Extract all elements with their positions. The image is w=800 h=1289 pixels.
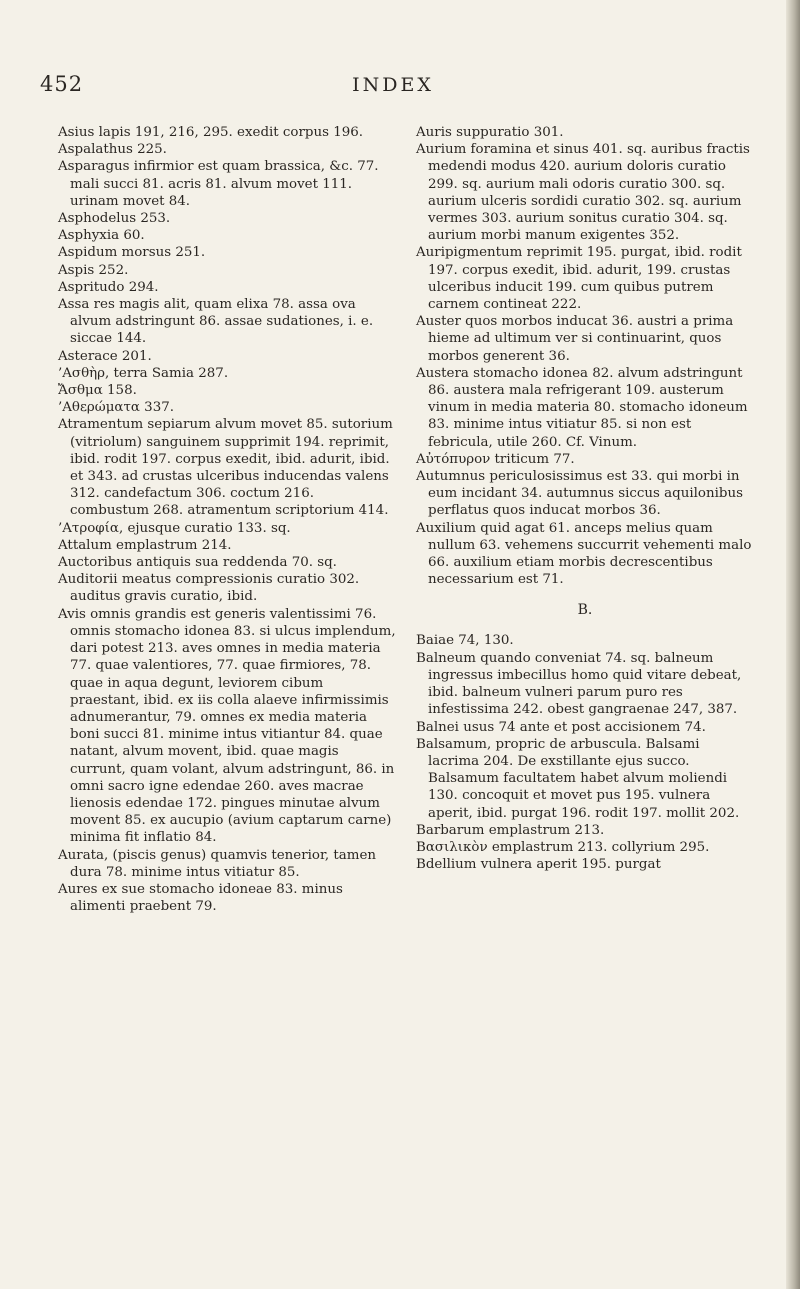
index-entry: Asius lapis 191, 216, 295. exedit corpus 196. [58, 125, 364, 140]
index-entry: Asphodelus 253. [58, 211, 171, 227]
index-entry: Auxilium quid agat 61. anceps melius quam nullum 63. vehemens succurrit vehementi malo 66. auxilium etiam morbis decrescentibus necessarium est 71. [416, 520, 752, 588]
right-column [416, 124, 754, 915]
index-entry: Balsamum, propric de arbuscula. Balsami lacrima 204. De exstillante ejus succo. Balsamum facultatem habet alvum moliendi 130. concoquit et movet pus 195. vulnera aperit, ibid. purgat 196. rodit 197. mollit 202. [416, 736, 740, 821]
index-entry: Auster quos morbos inducat 36. austri a prima hieme ad ultimum ver si continuarint, quos morbos generent 36. [416, 314, 734, 364]
index-entry: Assa res magis alit, quam elixa 78. assa ova alvum adstringunt 86. assae sudationes, i. e. siccae 144. [58, 297, 374, 347]
running-head: INDEX [352, 74, 434, 96]
index-entry: Asparagus infirmior est quam brassica, &c. 77. mali succi 81. acris 81. alvum movet 111. urinam movet 84. [58, 159, 379, 209]
index-entry: Βασιλικὸν emplastrum 213. collyrium 295. [416, 839, 710, 855]
index-entry: Baiae 74, 130. [416, 633, 514, 649]
index-entry: ’Ασθὴρ, terra Samia 287. [58, 365, 229, 381]
index-entry: Aspritudo 294. [58, 279, 159, 295]
index-entry: Auripigmentum reprimit 195. purgat, ibid. rodit 197. corpus exedit, ibid. adurit, 199. crustas ulceribus inducit 199. cum quibus putrem carnem contineat 222. [416, 245, 742, 313]
index-entry: Barbarum emplastrum 213. [416, 822, 605, 838]
index-entry: Autumnus periculosissimus est 33. qui morbi in eum incidant 34. autumnus siccus aquilonibus perflatus quos inducat morbos 36. [416, 469, 743, 519]
index-entry: ’Ατροφία, ejusque curatio 133. sq. [58, 520, 291, 536]
index-entry: Aures ex sue stomacho idoneae 83. minus alimenti praebent 79. [58, 881, 343, 915]
index-entry: Aurata, (piscis genus) quamvis tenerior, tamen dura 78. minime intus vitiatur 85. [58, 847, 377, 880]
page-header [0, 72, 786, 112]
left-column [58, 124, 396, 915]
index-entry: Balneum quando conveniat 74. sq. balneum ingressus imbecillus homo quid vitare debeat, ibid. balneum vulneri parum puro res infestissima 242. obest gangraenae 247, 387. [416, 650, 742, 718]
index-entry: Bdellium vulnera aperit 195. purgat [416, 857, 661, 873]
index-entry: Auris suppuratio 301. [416, 125, 564, 140]
index-entry: Aspidum morsus 251. [58, 245, 206, 261]
index-entry: Austera stomacho idonea 82. alvum adstringunt 86. austera mala refrigerant 109. austerum vinum in media materia 80. stomacho idoneum 83. minime intus vitiatur 85. si non est febricula, utile 260. Cf. Vinum. [416, 365, 748, 450]
page-edge [786, 0, 800, 1289]
index-entry: Attalum emplastrum 214. [58, 537, 232, 553]
index-entry: Aspalathus 225. [58, 142, 167, 158]
index-columns [58, 124, 754, 915]
page-number: 452 [40, 72, 84, 96]
index-entry: Auditorii meatus compressionis curatio 302. auditus gravis curatio, ibid. [58, 572, 360, 605]
index-entry: Avis omnis grandis est generis valentissimi 76. omnis stomacho idonea 83. si ulcus implendum, dari potest 213. aves omnes in media materia 77. quae valentiores, 77. quae firmiores, 78. quae in aqua degunt, leviorem cibum praestant, ibid. ex iis colla alaeve infirmissimis adnumerantur, 79. omnes ex media materia boni succi 81. minime intus vitiantur 84. quae natant, alvum movent, ibid. quae magis currunt, quam volant, alvum adstringunt, 86. in omni sacro igne edendae 260. aves macrae lienosis edendae 172. pingues minutae alvum movent 85. ex aucupio (avium captarum carne) minima fit inflatio 84. [58, 606, 396, 846]
index-entry: Asterace 201. [58, 348, 152, 364]
index-entry: ’Αθερώματα 337. [58, 400, 174, 416]
index-entry: Balnei usus 74 ante et post accisionem 74. [416, 719, 706, 735]
right-column-a-entries [416, 124, 754, 588]
index-entry: Aspis 252. [58, 262, 129, 278]
index-entry: Auctoribus antiquis sua reddenda 70. sq. [58, 555, 337, 571]
right-column-b-entries [416, 632, 754, 873]
index-entry: Αὐτόπυρον triticum 77. [416, 451, 575, 467]
index-entry: Asphyxia 60. [58, 228, 145, 244]
index-entry: Ἄσθμα 158. [58, 383, 137, 399]
index-entry: Aurium foramina et sinus 401. sq. auribus fractis medendi modus 420. aurium doloris curatio 299. sq. aurium mali odoris curatio 300. sq. aurium ulceris sordidi curatio 302. sq. aurium vermes 303. aurium sonitus curatio 304. sq. aurium morbi manum exigentes 352. [416, 142, 750, 244]
index-entry: Atramentum sepiarum alvum movet 85. sutorium (vitriolum) sanguinem supprimit 194. reprimit, ibid. rodit 197. corpus exedit, ibid. adurit, ibid. et 343. ad crustas ulceribus inducendas valens 312. candefactum 306. coctum 216. combustum 268. atramentum scriptorium 414. [58, 417, 393, 519]
section-letter: B. [577, 602, 593, 619]
